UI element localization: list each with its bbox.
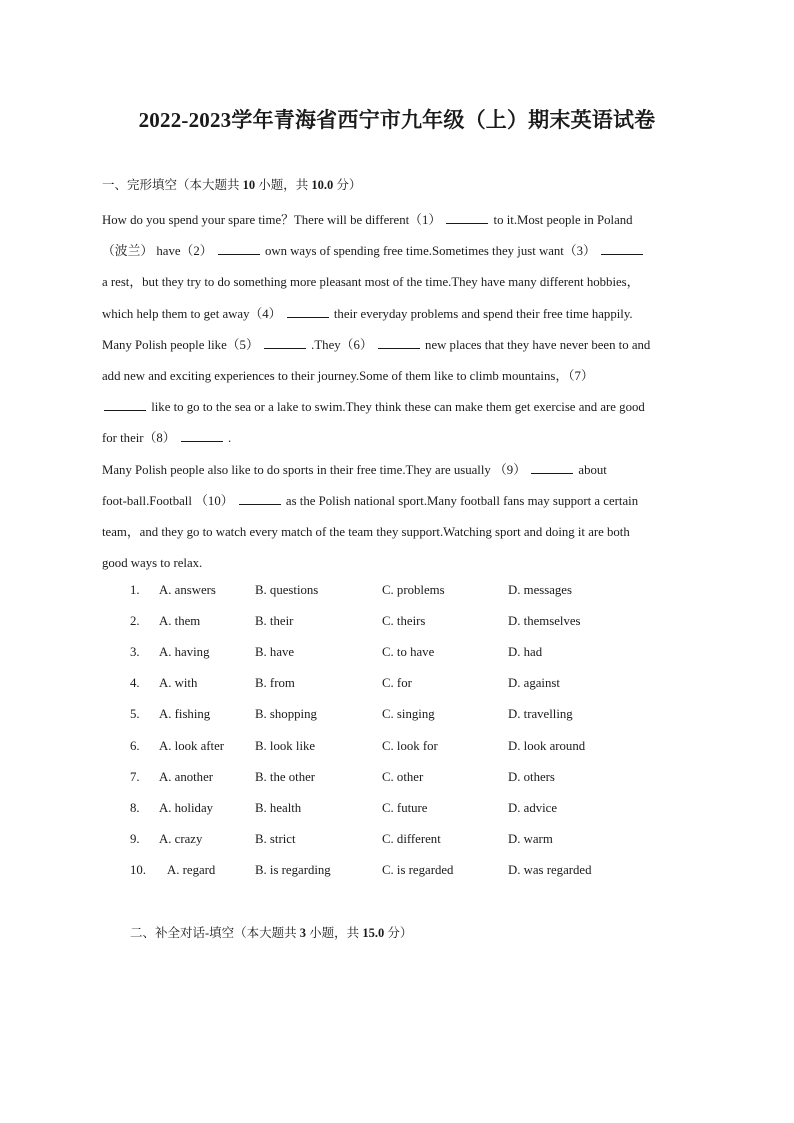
answer-blank <box>104 398 146 411</box>
option-b: B. from <box>255 676 295 691</box>
section-1-count: 10 <box>242 178 256 192</box>
option-b: B. their <box>255 614 294 629</box>
passage-text: for their（8） <box>102 431 179 446</box>
option-d: D. against <box>508 676 560 691</box>
question-number: 5. <box>130 707 140 722</box>
passage-text: foot-ball.Football （10） <box>102 493 237 508</box>
option-d: D. messages <box>508 583 572 597</box>
passage-text: .They（6） <box>307 337 376 352</box>
passage-text: . <box>224 431 232 446</box>
option-d: D. themselves <box>508 614 581 629</box>
answer-blank <box>378 336 420 349</box>
passage-text: to it.Most people in Poland <box>490 213 633 227</box>
section-1-heading <box>102 177 361 193</box>
section-2-heading <box>130 925 412 941</box>
question-options-row <box>0 824 794 855</box>
option-c: C. look for <box>382 738 438 753</box>
question-number: 1. <box>130 583 140 597</box>
option-a: A. having <box>159 645 210 660</box>
answer-blank <box>264 336 306 349</box>
passage-line <box>102 205 694 236</box>
answer-blank <box>218 242 260 255</box>
passage-line <box>102 267 694 298</box>
question-options-row <box>0 575 794 606</box>
option-a: A. holiday <box>159 800 214 815</box>
question-number: 6. <box>130 738 140 753</box>
passage-line <box>102 361 694 392</box>
option-c: C. singing <box>382 707 435 722</box>
passage-line <box>102 517 694 548</box>
answer-blank <box>601 242 643 255</box>
question-number: 7. <box>130 769 140 784</box>
passage-line <box>102 486 694 517</box>
section-1-score: 10.0 <box>311 178 334 192</box>
passage-text: good ways to relax. <box>102 556 203 571</box>
option-c: C. theirs <box>382 614 426 629</box>
section-2-prefix: 二、补全对话-填空（本大题共 <box>130 926 300 940</box>
question-options-row <box>0 793 794 824</box>
option-a: A. answers <box>159 583 216 597</box>
option-a: A. with <box>159 676 198 691</box>
option-c: C. future <box>382 800 428 815</box>
option-a: A. fishing <box>159 707 211 722</box>
option-a: A. look after <box>159 738 225 753</box>
option-a: A. them <box>159 614 201 629</box>
answer-blank <box>287 305 329 318</box>
passage-text: Many Polish people like（5） <box>102 337 262 352</box>
question-number: 10. <box>130 862 146 877</box>
exam-title: 2022-2023学年青海省西宁市九年级（上）期末英语试卷 <box>138 108 656 132</box>
option-a: A. regard <box>167 862 216 877</box>
passage-line <box>102 299 694 330</box>
passage-text: Many Polish people also like to do sports in their free time.They are usually （9） <box>102 462 530 477</box>
passage-text: which help them to get away（4） <box>102 306 285 321</box>
option-d: D. had <box>508 645 543 660</box>
passage-line <box>102 423 694 454</box>
answer-blank <box>446 211 488 224</box>
passage-line <box>102 236 694 267</box>
passage-text: add new and exciting experiences to their journey.Some of them like to climb mountains，（7） <box>102 368 594 383</box>
question-number: 8. <box>130 800 140 815</box>
question-number: 4. <box>130 676 140 691</box>
question-options-row <box>0 762 794 793</box>
option-d: D. advice <box>508 800 558 815</box>
option-d: D. others <box>508 769 555 784</box>
passage-line <box>102 330 694 361</box>
passage-text: about <box>575 462 607 477</box>
option-a: A. crazy <box>159 831 203 846</box>
option-b: B. look like <box>255 738 316 753</box>
question-number: 9. <box>130 831 140 846</box>
option-c: C. other <box>382 769 424 784</box>
question-options-row <box>0 731 794 762</box>
cloze-passage <box>102 205 694 579</box>
passage-line <box>102 455 694 486</box>
section-2-score: 15.0 <box>362 926 385 940</box>
passage-text: their everyday problems and spend their free time happily. <box>330 306 633 321</box>
question-number: 2. <box>130 614 140 629</box>
option-b: B. shopping <box>255 707 317 722</box>
question-options-row <box>0 855 794 886</box>
option-d: D. was regarded <box>508 862 592 877</box>
section-1-mid: 小题，共 <box>255 178 312 192</box>
option-c: C. for <box>382 676 412 691</box>
option-b: B. the other <box>255 769 316 784</box>
option-d: D. warm <box>508 831 553 846</box>
option-d: D. look around <box>508 738 586 753</box>
option-d: D. travelling <box>508 707 573 722</box>
section-1-prefix: 一、完形填空（本大题共 <box>102 178 243 192</box>
passage-text: own ways of spending free time.Sometimes they just want（3） <box>261 244 600 259</box>
option-b: B. questions <box>255 583 319 597</box>
option-b: B. have <box>255 645 295 660</box>
passage-text: a rest，but they try to do something more pleasant most of the time.They have many different hobbies， <box>102 275 640 290</box>
option-c: C. is regarded <box>382 862 454 877</box>
question-number: 3. <box>130 645 140 660</box>
passage-text: team，and they go to watch every match of the team they support.Watching sport and doing it are both <box>102 524 630 539</box>
option-c: C. different <box>382 831 441 846</box>
passage-text: （波兰） have（2） <box>102 244 216 259</box>
question-options-row <box>0 637 794 668</box>
passage-line <box>102 392 694 423</box>
section-2-suffix: 分） <box>384 926 413 940</box>
option-c: C. problems <box>382 583 445 597</box>
passage-text: as the Polish national sport.Many football fans may support a certain <box>282 493 639 508</box>
section-1-suffix: 分） <box>333 178 362 192</box>
passage-text: like to go to the sea or a lake to swim.They think these can make them get exercise and are good <box>148 400 645 415</box>
option-b: B. health <box>255 800 302 815</box>
passage-text: How do you spend your spare time？There will be different（1） <box>102 213 445 227</box>
question-options-row <box>0 606 794 637</box>
option-b: B. is regarding <box>255 862 331 877</box>
answer-blank <box>239 492 281 505</box>
passage-text: new places that they have never been to and <box>421 337 651 352</box>
answer-blank <box>531 461 573 474</box>
question-options-row <box>0 699 794 730</box>
section-2-mid: 小题，共 <box>306 926 363 940</box>
section-2-count: 3 <box>299 926 307 940</box>
option-c: C. to have <box>382 645 435 660</box>
option-b: B. strict <box>255 831 296 846</box>
question-options-row <box>0 668 794 699</box>
option-a: A. another <box>159 769 214 784</box>
answer-blank <box>181 429 223 442</box>
